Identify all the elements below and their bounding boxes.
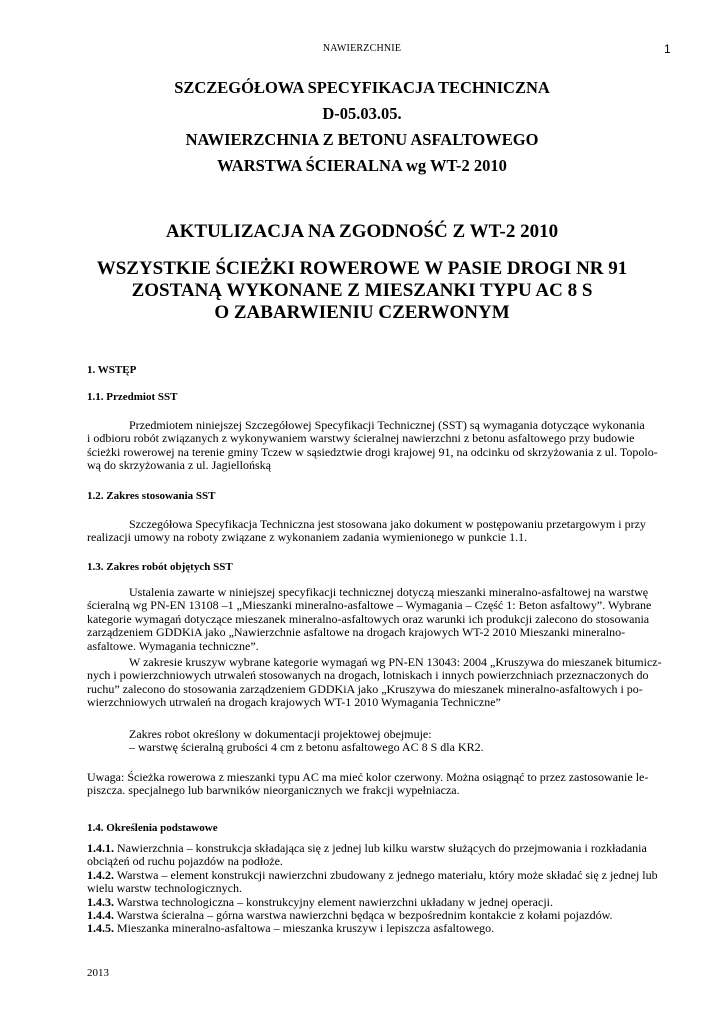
section-1-3-note bbox=[87, 771, 672, 798]
definition-item bbox=[87, 842, 672, 855]
title-line-1: SZCZEGÓŁOWA SPECYFIKACJA TECHNICZNA bbox=[174, 78, 550, 97]
section-1-3-paragraph-c bbox=[87, 728, 672, 755]
text-line: kategorie wymagań dotyczące mieszanek mineralno-asfaltowych oraz warunki ich produkcji zalecono do stosowania bbox=[87, 611, 650, 626]
definition-number: 1.4.5. bbox=[87, 921, 114, 936]
text-line: Uwaga: Ścieżka rowerowa z mieszanki typu AC ma mieć kolor czerwony. Można osiągnąć to przez zastosowanie le- bbox=[87, 770, 649, 784]
text-line: asfaltowe. Wymagania techniczne”. bbox=[87, 638, 259, 653]
section-1-heading: 1. WSTĘP bbox=[87, 364, 137, 376]
text-line: W zakresie kruszyw wybrane kategorie wymagań wg PN-EN 13043: 2004 „Kruszywa do mieszanek bitumicz- bbox=[129, 655, 662, 669]
definition-item bbox=[87, 896, 672, 909]
section-1-1-heading: 1.1. Przedmiot SST bbox=[87, 391, 178, 403]
section-1-2-heading: 1.2. Zakres stosowania SST bbox=[87, 490, 216, 502]
text-line: realizacji umowy na roboty związane z wykonaniem zadania wymienionego w punkcie 1.1. bbox=[87, 530, 528, 545]
definition-number: 1.4.3. bbox=[87, 894, 114, 909]
title-line-2: D-05.03.05. bbox=[322, 104, 402, 123]
page-number: 1 bbox=[664, 42, 671, 56]
title-line-4: WARSTWA ŚCIERALNA wg WT-2 2010 bbox=[217, 156, 507, 175]
footer-year: 2013 bbox=[87, 967, 109, 979]
text-line: ścieżki rowerowej na terenie gminy Tczew w sąsiedztwie drogi krajowej 91, na odcinku od skrzyżowania z ul. Topolo- bbox=[87, 444, 658, 459]
section-1-2-paragraph bbox=[87, 518, 672, 545]
text-line: Szczegółowa Specyfikacja Techniczna jest stosowana jako dokument w postępowaniu przetargowym i przy bbox=[129, 517, 646, 531]
text-line: piszcza. specjalnego lub barwników nieorganicznych we frakcji wypełniacza. bbox=[87, 783, 460, 798]
section-1-3-heading: 1.3. Zakres robót objętych SST bbox=[87, 561, 233, 573]
definition-text: Mieszanka mineralno-asfaltowa – mieszanka kruszyw i lepiszcza asfaltowego. bbox=[114, 921, 495, 936]
definition-item bbox=[87, 869, 672, 882]
text-line: Przedmiotem niniejszej Szczegółowej Specyfikacji Technicznej (SST) są wymagania dotyczące wykonania bbox=[129, 418, 645, 432]
definition-number: 1.4.2. bbox=[87, 867, 114, 882]
section-1-1-paragraph bbox=[87, 419, 672, 473]
definition-text: Warstwa technologiczna – konstrukcyjny element nawierzchni układany w jednej operacji. bbox=[114, 894, 553, 909]
update-line-2: WSZYSTKIE ŚCIEŻKI ROWEROWE W PASIE DROGI NR 91 bbox=[96, 258, 628, 279]
definition-number: 1.4.1. bbox=[87, 841, 114, 855]
section-1-4-definitions bbox=[87, 842, 672, 936]
section-1-3-paragraph-b bbox=[87, 656, 672, 710]
definition-cont: obciążeń od ruchu pojazdów na podłoże. bbox=[87, 854, 283, 869]
running-title: NAWIERZCHNIE bbox=[322, 43, 402, 54]
update-line-4: O ZABARWIENIU CZERWONYM bbox=[214, 302, 510, 323]
text-line: ścieralną wg PN-EN 13108 –1 „Mieszanki mineralno-asfaltowe – Wymagania – Część 1: Beton asfaltowy”. Wybrane bbox=[87, 598, 652, 613]
definition-text: Warstwa ścieralna – górna warstwa nawierzchni będąca w bezpośrednim kontakcie z kołami pojazdów. bbox=[114, 908, 613, 923]
section-1-3-paragraph-a bbox=[87, 586, 672, 653]
definition-text: Warstwa – element konstrukcji nawierzchni zbudowany z jednego materiału, który może składać się z jednej lub bbox=[114, 867, 658, 882]
title-line-3: NAWIERZCHNIA Z BETONU ASFALTOWEGO bbox=[185, 130, 539, 149]
update-line-1: AKTULIZACJA NA ZGODNOŚĆ Z WT-2 2010 bbox=[165, 221, 559, 242]
definition-cont: wielu warstw technologicznych. bbox=[87, 881, 242, 896]
text-line: Zakres robot określony w dokumentacji projektowej obejmuje: bbox=[129, 727, 432, 741]
text-line: wierzchniowych utrwaleń na drogach krajowych WT-1 2010 Wymagania Techniczne” bbox=[87, 695, 501, 710]
definition-item bbox=[87, 909, 672, 922]
text-line: i odbioru robót związanych z wykonywaniem warstwy ścieralnej nawierzchni z betonu asfaltowego przy budowie bbox=[87, 431, 635, 446]
definition-number: 1.4.4. bbox=[87, 908, 114, 923]
text-line: – warstwę ścieralną grubości 4 cm z betonu asfaltowego AC 8 S dla KR2. bbox=[129, 740, 484, 755]
section-1-4-heading: 1.4. Określenia podstawowe bbox=[87, 822, 218, 834]
definition-item bbox=[87, 922, 672, 935]
definition-text: Nawierzchnia – konstrukcja składająca się z jednej lub kilku warstw służących do przejmowania i rozkładania bbox=[114, 841, 647, 855]
text-line: nych i powierzchniowych utrwaleń stosowanych na drogach, lotniskach i innych powierzchniach przeznaczonych do bbox=[87, 668, 649, 683]
text-line: zarządzeniem GDDKiA jako „Nawierzchnie asfaltowe na drogach krajowych WT-2 2010 Mieszanki mineralno- bbox=[87, 625, 626, 640]
text-line: Ustalenia zawarte w niniejszej specyfikacji technicznej dotyczą mieszanki mineralno-asfaltowej na warstwę bbox=[129, 585, 649, 599]
text-line: ruchu” zalecono do stosowania zarządzeniem GDDKiA jako „Kruszywa do mieszanek mineralno-asfaltowych i po- bbox=[87, 681, 643, 696]
text-line: wą do skrzyżowania z ul. Jagiellońską bbox=[87, 458, 271, 473]
update-line-3: ZOSTANĄ WYKONANE Z MIESZANKI TYPU AC 8 S bbox=[131, 280, 593, 301]
